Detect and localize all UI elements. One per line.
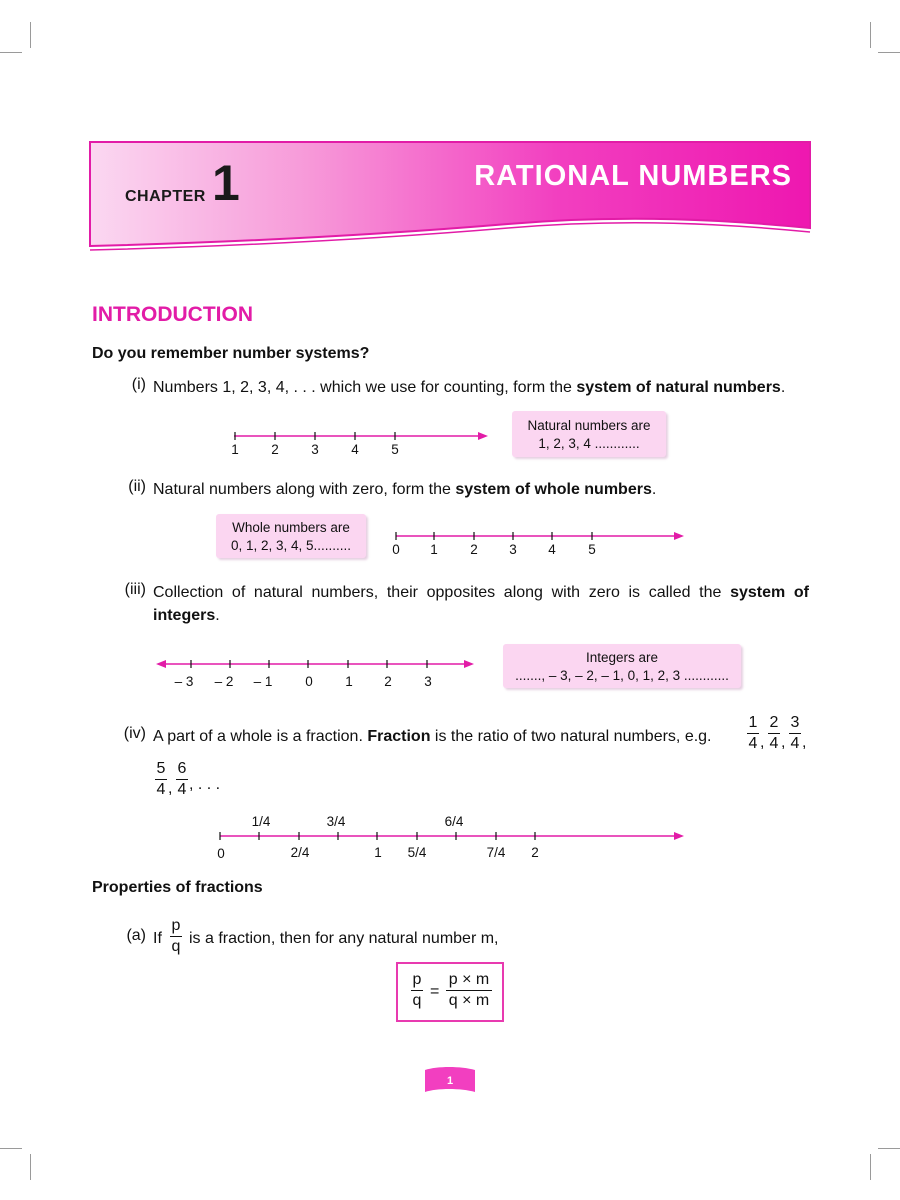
tick-label: 0 bbox=[305, 674, 313, 689]
note-line: Natural numbers are bbox=[527, 418, 651, 433]
item-number: (a) bbox=[126, 927, 146, 944]
tick-label: 3 bbox=[424, 674, 432, 689]
item-number: (ii) bbox=[128, 478, 146, 495]
comma: , bbox=[781, 734, 786, 751]
tick-label: 6/4 bbox=[444, 814, 464, 829]
chapter-label: CHAPTER bbox=[125, 188, 206, 205]
item-text-continued: integers. bbox=[153, 607, 220, 624]
equals-sign: = bbox=[430, 983, 440, 1000]
tick-label: – 2 bbox=[214, 674, 234, 689]
tick-label: 5 bbox=[391, 442, 399, 457]
crop-mark bbox=[0, 1148, 22, 1149]
note-line: ......., – 3, – 2, – 1, 0, 1, 2, 3 ............ bbox=[515, 668, 729, 683]
tick-label: 3 bbox=[311, 442, 319, 457]
tick-label: 2 bbox=[470, 542, 478, 557]
crop-mark bbox=[30, 22, 31, 48]
crop-mark bbox=[878, 1148, 900, 1149]
integers-note bbox=[503, 644, 741, 688]
whole-number-line bbox=[388, 526, 688, 560]
comma: , bbox=[802, 734, 807, 751]
tick-label: 0 bbox=[392, 542, 400, 557]
tick-label: 1 bbox=[231, 442, 239, 457]
if-text: If bbox=[153, 930, 162, 947]
tick-label: 1 bbox=[430, 542, 438, 557]
formula-box bbox=[396, 962, 504, 1022]
natural-number-line bbox=[226, 426, 496, 460]
item-text: Natural numbers along with zero, form the system of whole numbers. bbox=[153, 481, 657, 498]
fraction: 3 4 bbox=[790, 714, 800, 752]
tick-label: 1/4 bbox=[251, 814, 271, 829]
item-number: (iii) bbox=[124, 581, 146, 598]
section-title: INTRODUCTION bbox=[92, 303, 253, 326]
chapter-number: 1 bbox=[212, 155, 240, 211]
question-heading: Do you remember number systems? bbox=[92, 345, 370, 362]
fraction-number-line bbox=[212, 812, 692, 864]
tick-label: 5 bbox=[588, 542, 596, 557]
note-line: Whole numbers are bbox=[232, 520, 350, 535]
tick-label: 2 bbox=[384, 674, 392, 689]
tick-label: 1 bbox=[345, 674, 353, 689]
tick-label: 4 bbox=[351, 442, 359, 457]
crop-mark bbox=[870, 22, 871, 48]
item-text: A part of a whole is a fraction. Fraction is the ratio of two natural numbers, e.g. bbox=[153, 728, 712, 745]
crop-mark bbox=[30, 1154, 31, 1180]
page-number-badge bbox=[423, 1066, 477, 1096]
formula-left-fraction: p q bbox=[412, 971, 422, 1009]
crop-mark bbox=[878, 52, 900, 53]
integer-number-line bbox=[154, 654, 480, 690]
fraction: 6 4 bbox=[177, 760, 187, 798]
note-line: 1, 2, 3, 4 ............ bbox=[538, 436, 640, 451]
item-number: (i) bbox=[131, 376, 146, 393]
tick-label: – 3 bbox=[174, 674, 194, 689]
natural-numbers-note bbox=[512, 411, 666, 457]
fraction: 5 4 bbox=[156, 760, 166, 798]
tick-label: 2 bbox=[531, 845, 539, 860]
tick-label: 2 bbox=[271, 442, 279, 457]
chapter-title: RATIONAL NUMBERS bbox=[474, 160, 792, 192]
tick-label: 7/4 bbox=[486, 845, 506, 860]
note-line: 0, 1, 2, 3, 4, 5.......... bbox=[230, 538, 352, 553]
item-number: (iv) bbox=[123, 725, 146, 742]
tick-label: 4 bbox=[548, 542, 556, 557]
fraction: p q bbox=[171, 917, 181, 955]
tick-label: 3/4 bbox=[326, 814, 346, 829]
fraction: 1 4 bbox=[748, 714, 758, 752]
fraction: 2 4 bbox=[769, 714, 779, 752]
tick-label: 1 bbox=[374, 845, 382, 860]
item-text: Numbers 1, 2, 3, 4, . . . which we use for counting, form the system of natural numbers. bbox=[153, 379, 786, 396]
properties-heading: Properties of fractions bbox=[92, 879, 263, 896]
comma: , bbox=[168, 780, 173, 797]
tick-label: 5/4 bbox=[407, 845, 427, 860]
tick-label: 0 bbox=[217, 846, 225, 861]
ellipsis: , . . . bbox=[189, 776, 221, 793]
crop-mark bbox=[870, 1154, 871, 1180]
tick-label: – 1 bbox=[253, 674, 273, 689]
note-line: Integers are bbox=[585, 650, 659, 665]
page-number: 1 bbox=[446, 1075, 454, 1087]
formula-right-fraction: p × m q × m bbox=[445, 970, 493, 1011]
tick-label: 2/4 bbox=[290, 845, 310, 860]
whole-numbers-note bbox=[216, 514, 366, 558]
tick-label: 3 bbox=[509, 542, 517, 557]
property-text: is a fraction, then for any natural number m, bbox=[189, 930, 499, 947]
crop-mark bbox=[0, 52, 22, 53]
item-text: Collection of natural numbers, their opposites along with zero is called the system of bbox=[153, 584, 809, 601]
comma: , bbox=[760, 734, 765, 751]
